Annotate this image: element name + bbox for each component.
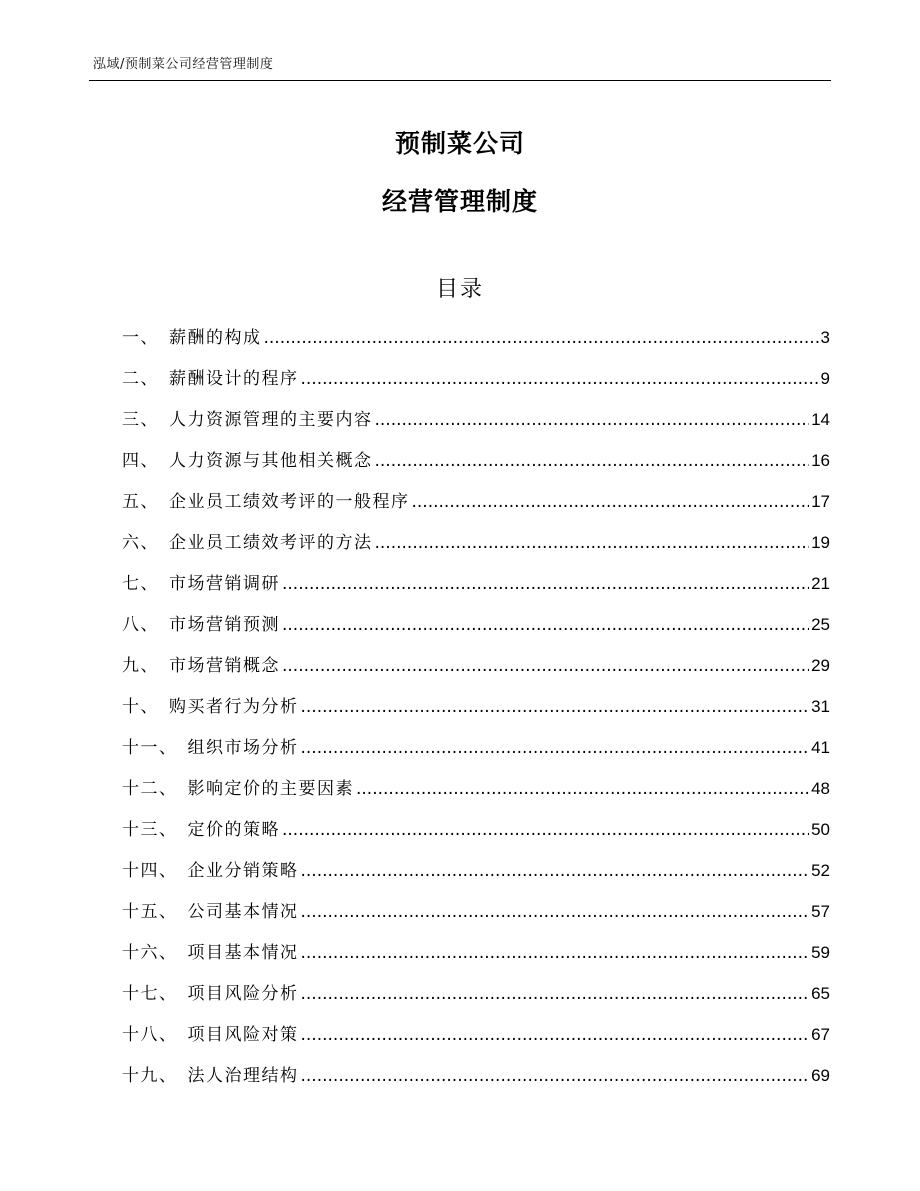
toc-entry-number: 十、 — [122, 697, 159, 717]
toc-entry[interactable] — [122, 651, 830, 692]
toc-entry[interactable] — [122, 1061, 830, 1102]
toc-entry[interactable] — [122, 815, 830, 856]
toc-entry[interactable] — [122, 692, 830, 733]
document-title: 预制菜公司 — [394, 129, 525, 158]
toc-entry-label: 法人治理结构 — [187, 1066, 299, 1086]
toc-entry-label: 公司基本情况 — [187, 902, 299, 922]
toc-entry-number: 九、 — [122, 656, 159, 676]
toc-entry-page: 69 — [811, 1066, 830, 1085]
toc-entry-label: 企业员工绩效考评的一般程序 — [169, 492, 410, 512]
toc-entry-label: 企业员工绩效考评的方法 — [169, 533, 373, 553]
toc-entry[interactable] — [122, 405, 830, 446]
toc-entry[interactable] — [122, 774, 830, 815]
toc-entry[interactable] — [122, 323, 830, 364]
toc-dot-leader — [301, 738, 810, 758]
toc-entry-number: 二、 — [122, 369, 159, 389]
toc-entry[interactable] — [122, 446, 830, 487]
toc-heading: 目录 — [435, 277, 484, 302]
toc-entry[interactable] — [122, 569, 830, 610]
table-of-contents — [122, 323, 830, 1102]
toc-dot-leader — [301, 861, 810, 881]
toc-entry[interactable] — [122, 1020, 830, 1061]
toc-entry-label: 市场营销概念 — [169, 656, 280, 676]
toc-entry-label: 人力资源管理的主要内容 — [169, 410, 373, 430]
toc-dot-leader — [282, 615, 809, 635]
toc-entry-label: 薪酬设计的程序 — [169, 369, 299, 389]
toc-entry-label: 项目风险对策 — [187, 1025, 299, 1045]
toc-entry-number: 十七、 — [122, 984, 178, 1004]
toc-entry-number: 十四、 — [122, 861, 178, 881]
toc-entry[interactable] — [122, 610, 830, 651]
toc-entry-page: 52 — [811, 861, 830, 880]
toc-entry-label: 市场营销预测 — [169, 615, 280, 635]
toc-entry-page: 67 — [811, 1025, 830, 1044]
toc-entry-page: 3 — [820, 328, 830, 347]
toc-entry-page: 19 — [811, 533, 830, 552]
toc-entry-page: 17 — [811, 492, 830, 511]
toc-entry-number: 七、 — [122, 574, 159, 594]
toc-entry-number: 六、 — [122, 533, 159, 553]
toc-dot-leader — [356, 779, 809, 799]
toc-entry-number: 十二、 — [122, 779, 178, 799]
toc-entry[interactable] — [122, 856, 830, 897]
toc-entry-page: 31 — [811, 697, 830, 716]
toc-dot-leader — [301, 1066, 810, 1086]
toc-entry-page: 29 — [811, 656, 830, 675]
toc-dot-leader — [282, 574, 809, 594]
toc-dot-leader — [282, 820, 809, 840]
toc-entry-page: 14 — [811, 410, 830, 429]
toc-dot-leader — [412, 492, 810, 512]
toc-entry-label: 影响定价的主要因素 — [187, 779, 354, 799]
toc-entry-label: 人力资源与其他相关概念 — [169, 451, 373, 471]
toc-dot-leader — [282, 656, 809, 676]
toc-dot-leader — [375, 533, 810, 553]
header-divider — [89, 80, 831, 81]
toc-entry-page: 65 — [811, 984, 830, 1003]
toc-entry-number: 四、 — [122, 451, 159, 471]
toc-dot-leader — [375, 451, 810, 471]
toc-dot-leader — [264, 328, 819, 348]
toc-entry[interactable] — [122, 733, 830, 774]
toc-entry[interactable] — [122, 528, 830, 569]
toc-dot-leader — [301, 1025, 810, 1045]
toc-entry-page: 25 — [811, 615, 830, 634]
toc-entry-number: 十八、 — [122, 1025, 178, 1045]
toc-entry-number: 八、 — [122, 615, 159, 635]
toc-entry-page: 59 — [811, 943, 830, 962]
toc-dot-leader — [301, 902, 810, 922]
toc-entry-label: 市场营销调研 — [169, 574, 280, 594]
toc-dot-leader — [301, 984, 810, 1004]
toc-entry-number: 一、 — [122, 328, 159, 348]
toc-entry-number: 十五、 — [122, 902, 178, 922]
toc-entry[interactable] — [122, 364, 830, 405]
toc-entry-number: 三、 — [122, 410, 159, 430]
toc-entry-number: 十六、 — [122, 943, 178, 963]
toc-entry[interactable] — [122, 979, 830, 1020]
toc-entry[interactable] — [122, 487, 830, 528]
toc-entry-number: 十一、 — [122, 738, 178, 758]
toc-entry-label: 企业分销策略 — [187, 861, 299, 881]
running-header: 泓域/预制菜公司经营管理制度 — [93, 57, 274, 72]
toc-dot-leader — [301, 697, 810, 717]
toc-entry-label: 项目风险分析 — [187, 984, 299, 1004]
toc-entry-page: 16 — [811, 451, 830, 470]
toc-entry[interactable] — [122, 938, 830, 979]
toc-entry-page: 21 — [811, 574, 830, 593]
toc-entry-label: 购买者行为分析 — [169, 697, 299, 717]
toc-entry[interactable] — [122, 897, 830, 938]
toc-entry-number: 十三、 — [122, 820, 178, 840]
toc-entry-page: 9 — [820, 369, 830, 388]
toc-entry-label: 组织市场分析 — [187, 738, 299, 758]
document-subtitle: 经营管理制度 — [381, 187, 538, 216]
toc-dot-leader — [301, 943, 810, 963]
toc-entry-page: 57 — [811, 902, 830, 921]
toc-entry-page: 41 — [811, 738, 830, 757]
toc-entry-page: 50 — [811, 820, 830, 839]
toc-entry-label: 薪酬的构成 — [169, 328, 262, 348]
toc-entry-number: 十九、 — [122, 1066, 178, 1086]
toc-entry-number: 五、 — [122, 492, 159, 512]
toc-dot-leader — [301, 369, 819, 389]
toc-entry-label: 定价的策略 — [187, 820, 280, 840]
toc-entry-page: 48 — [811, 779, 830, 798]
toc-dot-leader — [375, 410, 810, 430]
toc-entry-label: 项目基本情况 — [187, 943, 299, 963]
